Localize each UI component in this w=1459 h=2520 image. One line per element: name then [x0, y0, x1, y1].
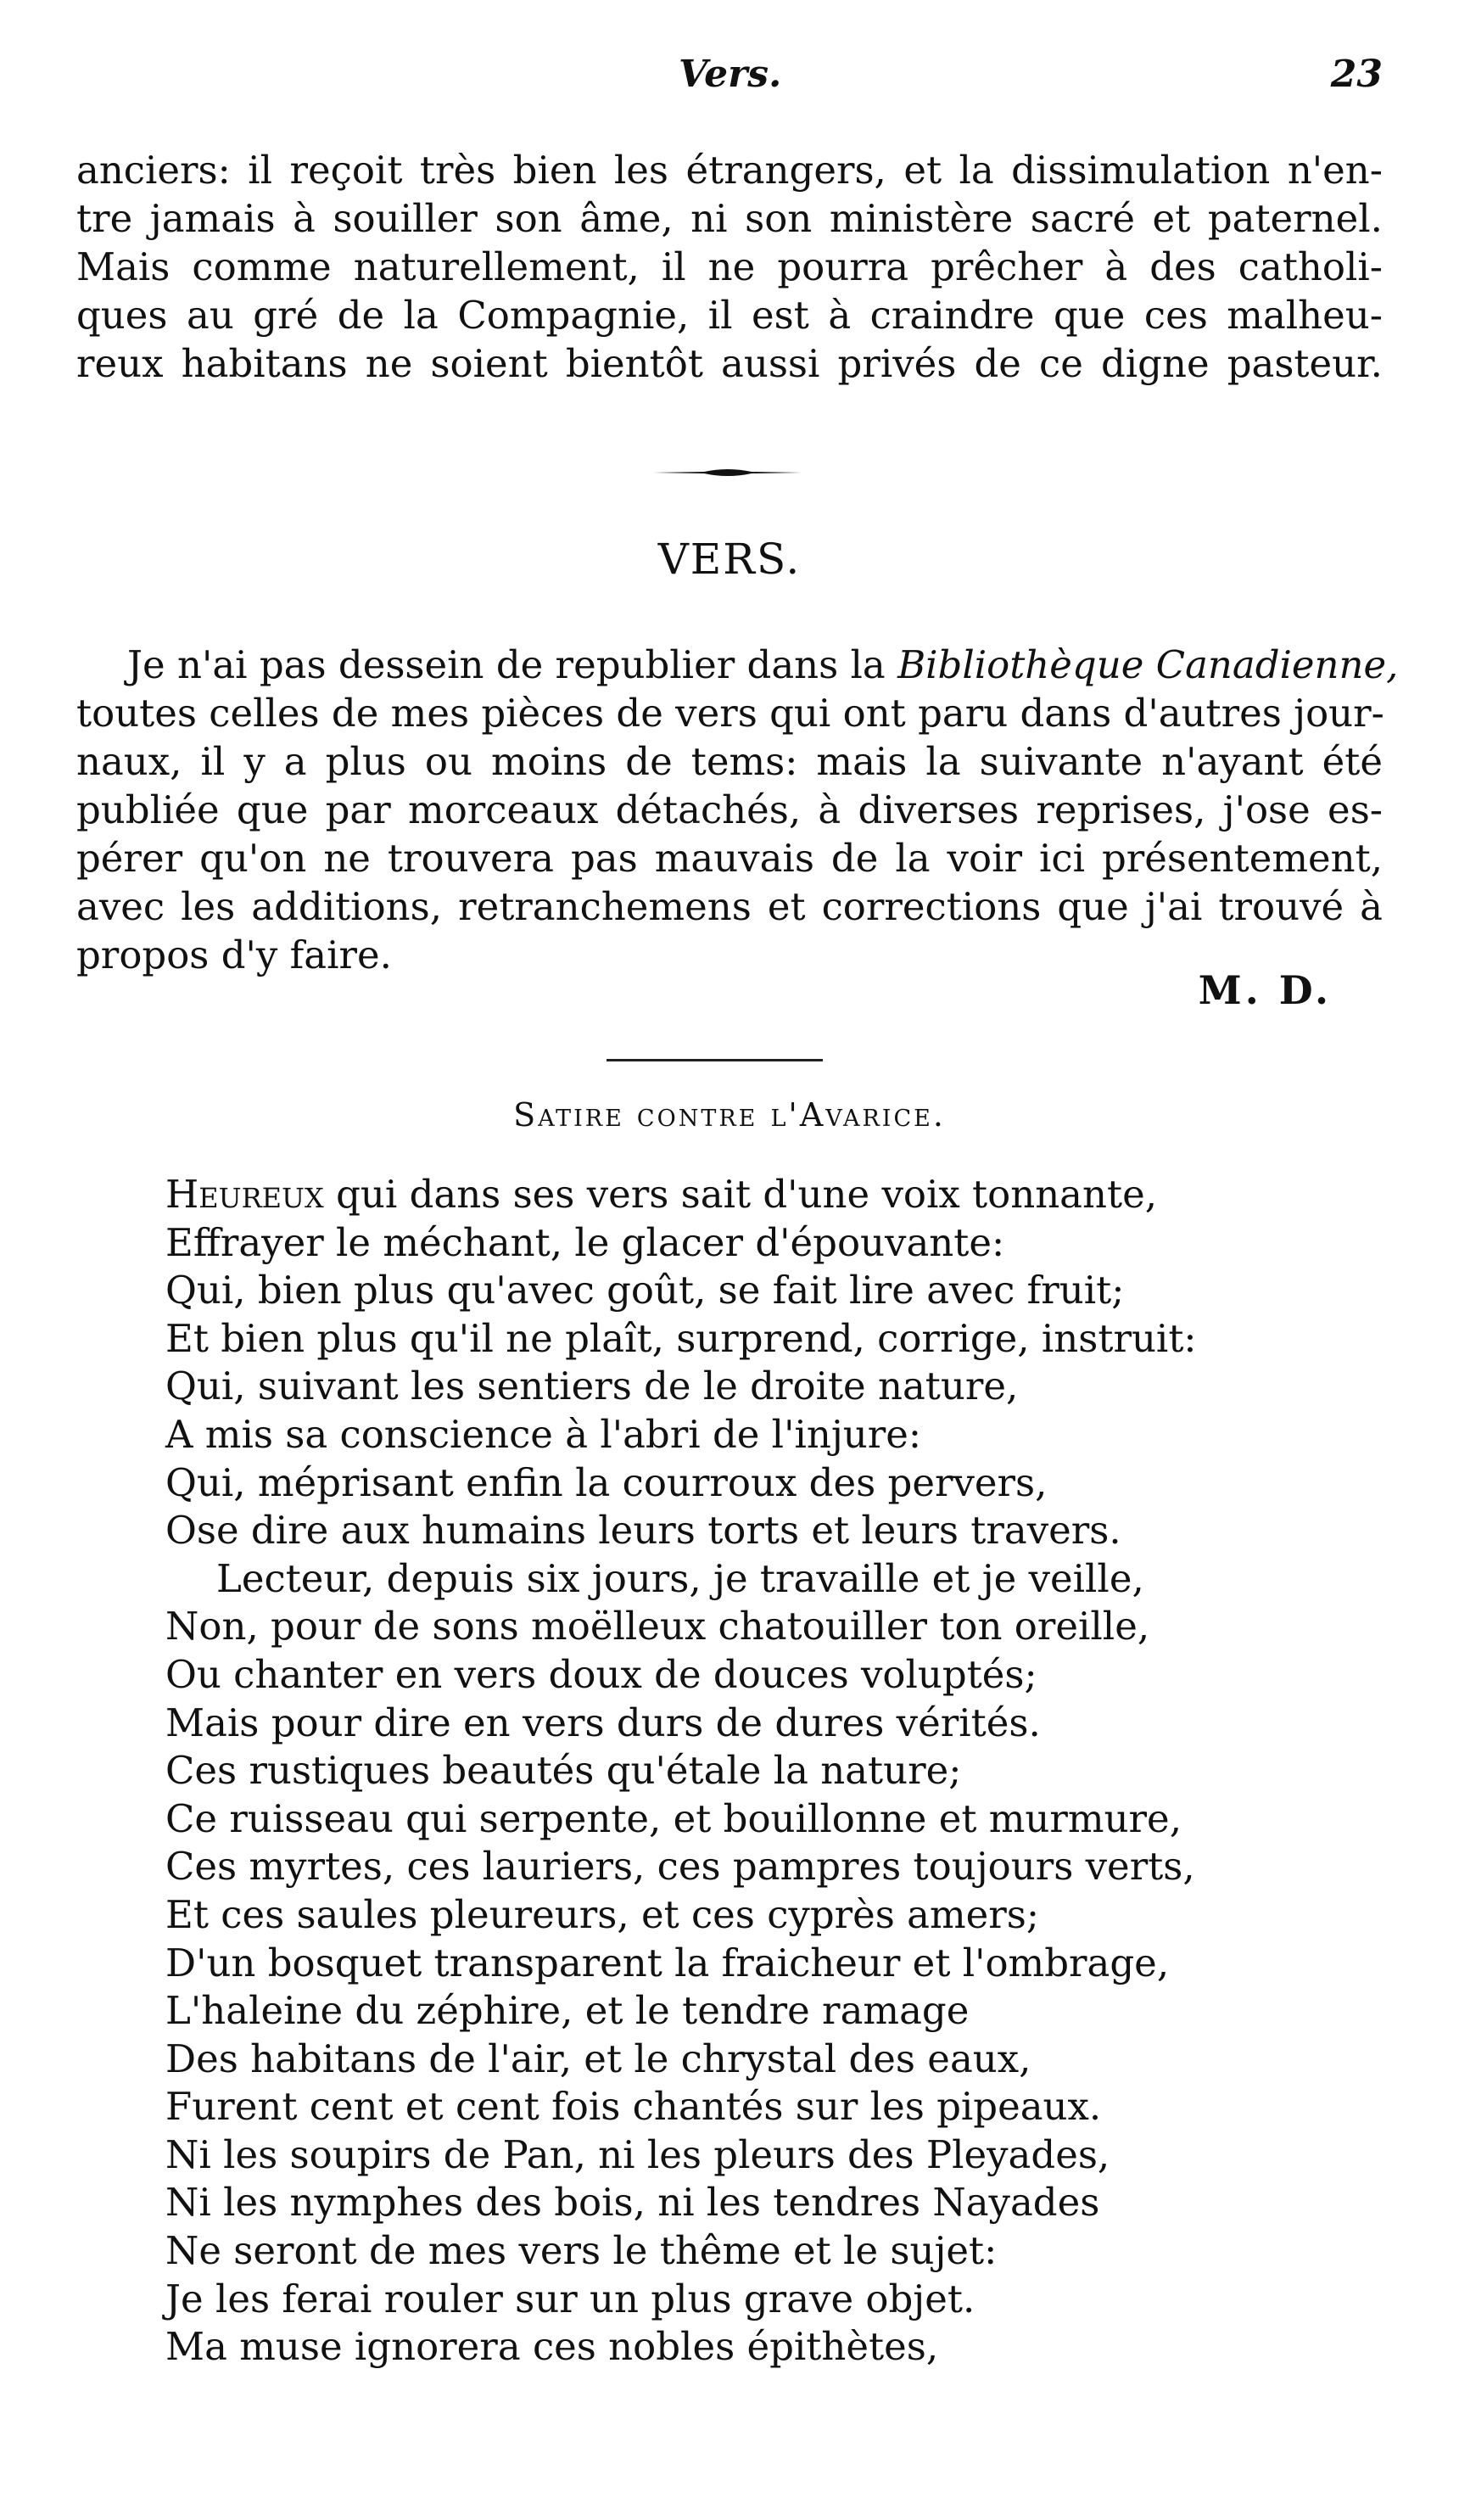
- section-title: VERS.: [657, 535, 802, 584]
- note-line: publiée que par morceaux détachés, à diverses reprises, j'ose es-: [76, 787, 1383, 832]
- verse-line: Non, pour de sons moëlleux chatouiller ton oreille,: [165, 1604, 1150, 1649]
- verse-line: Ni les nymphes des bois, ni les tendres Nayades: [165, 2180, 1100, 2226]
- verse-line: Lecteur, depuis six jours, je travaille et je veille,: [216, 1555, 1144, 1601]
- verse-line: D'un bosquet transparent la fraicheur et l'ombrage,: [165, 1940, 1170, 1985]
- signature: M. D.: [1198, 967, 1332, 1013]
- note-line: pérer qu'on ne trouvera pas mauvais de la voir ici présentement,: [76, 836, 1383, 881]
- note-line: toutes celles de mes pièces de vers qui ont paru dans d'autres jour-: [76, 691, 1384, 736]
- page-number: 23: [1330, 53, 1383, 96]
- verse-line: Des habitans de l'air, et le chrystal des eaux,: [165, 2036, 1031, 2081]
- intro-paragraph: [76, 146, 1383, 388]
- note-line-1: [76, 641, 1399, 689]
- verse-line: A mis sa conscience à l'abri de l'injure:: [165, 1411, 922, 1457]
- running-head: [0, 53, 1459, 104]
- verse-line: Ma muse ignorera ces nobles épithètes,: [165, 2324, 939, 2370]
- verse-line: Effrayer le méchant, le glacer d'épouvante:: [165, 1219, 1005, 1265]
- verse-line: Qui, bien plus qu'avec goût, se fait lire avec fruit;: [165, 1268, 1125, 1313]
- verse-line-1: [165, 1171, 1197, 1219]
- verse-line: Ce ruisseau qui serpente, et bouillonne et murmure,: [165, 1795, 1182, 1841]
- note-line: propos d'y faire.: [76, 932, 392, 977]
- verse-line: Ose dire aux humains leurs torts et leurs travers.: [165, 1508, 1121, 1554]
- verse-line: L'haleine du zéphire, et le tendre ramage: [165, 1988, 970, 2034]
- verse-line: Qui, méprisant enfin la courroux des pervers,: [165, 1459, 1048, 1505]
- intro-line: ques au gré de la Compagnie, il est à craindre que ces malheu-: [76, 293, 1383, 338]
- verse-line: Ni les soupirs de Pan, ni les pleurs des Pleyades,: [165, 2131, 1110, 2177]
- editor-note: [76, 641, 1399, 979]
- note-line: avec les additions, retranchemens et corrections que j'ai trouvé à: [76, 884, 1383, 929]
- verse-line: Et bien plus qu'il ne plaît, surprend, corrige, instruit:: [165, 1315, 1197, 1361]
- verse-line: Furent cent et cent fois chantés sur les pipeaux.: [165, 2084, 1102, 2130]
- intro-line: anciers: il reçoit très bien les étrangers, et la dissimulation n'en-: [76, 148, 1383, 193]
- intro-line: Mais comme naturellement, il ne pourra prêcher à des catholi-: [76, 244, 1383, 289]
- verse-line: Et ces saules pleureurs, et ces cyprès amers;: [165, 1891, 1040, 1937]
- poem-title: Satire contre l'Avarice.: [513, 1096, 946, 1134]
- intro-line: reux habitans ne soient bientôt aussi privés de ce digne pasteur.: [76, 341, 1383, 386]
- ornament-divider: [653, 467, 802, 479]
- verse-line-1-rest: qui dans ses vers sait d'une voix tonnante,: [323, 1172, 1158, 1217]
- publication-title: Bibliothèque Canadienne,: [897, 642, 1399, 687]
- divider-rule: [607, 1059, 823, 1061]
- verse-line: Ne seront de mes vers le thême et le sujet:: [165, 2228, 998, 2274]
- intro-line: tre jamais à souiller son âme, ni son ministère sacré et paternel.: [76, 196, 1383, 241]
- verse-line: Ou chanter en vers doux de douces voluptés;: [165, 1651, 1037, 1697]
- verse-line: Mais pour dire en vers durs de dures vérités.: [165, 1700, 1041, 1745]
- note-line-1-text: Je n'ai pas dessein de republier dans la: [127, 642, 898, 687]
- verse-line: Je les ferai rouler sur un plus grave objet.: [165, 2276, 975, 2321]
- verse-line: Ces myrtes, ces lauriers, ces pampres toujours verts,: [165, 1844, 1195, 1890]
- note-line: naux, il y a plus ou moins de tems: mais la suivante n'ayant été: [76, 739, 1383, 784]
- verse-line: Qui, suivant les sentiers de le droite nature,: [165, 1364, 1019, 1409]
- drop-word: Heureux: [165, 1172, 324, 1217]
- running-title: Vers.: [679, 53, 782, 96]
- poem-body: [165, 1171, 1197, 2372]
- verse-line: Ces rustiques beautés qu'étale la nature;: [165, 1748, 962, 1794]
